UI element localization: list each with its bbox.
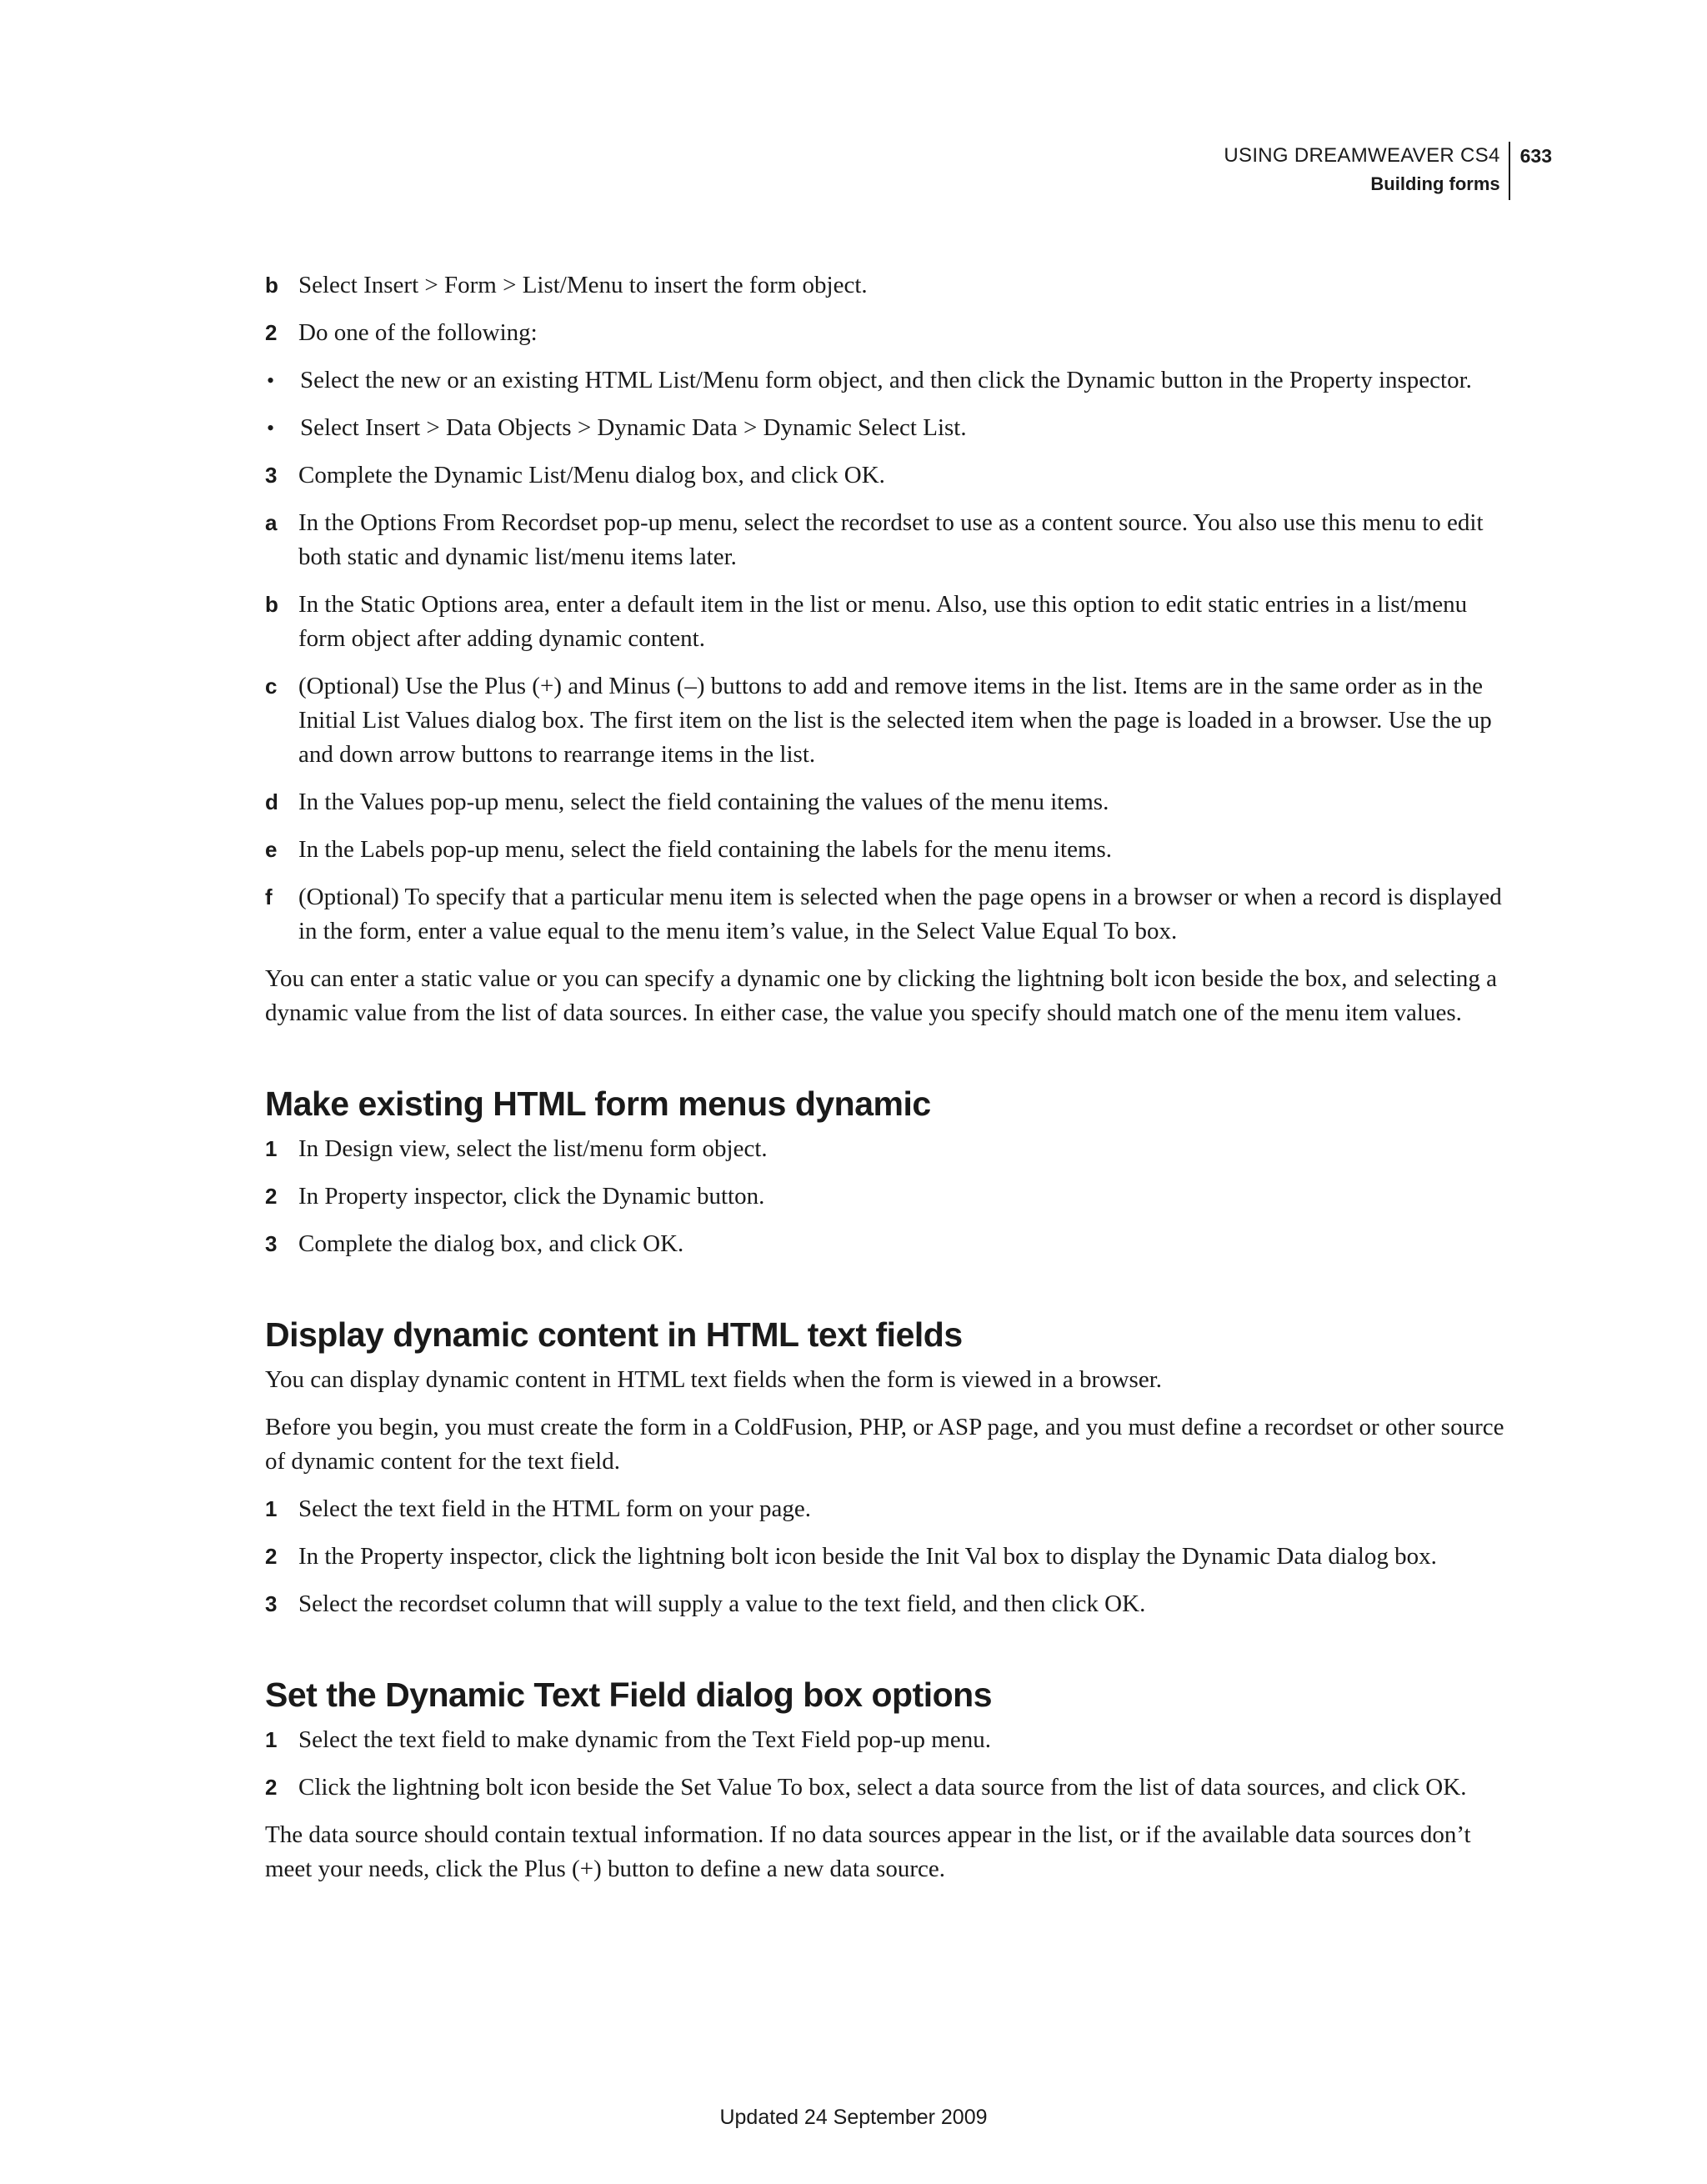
- list-item: [265, 1771, 1515, 1805]
- list-marker: 2: [265, 1184, 278, 1209]
- list-marker: b: [265, 592, 278, 617]
- list-item-text: In the Options From Recordset pop-up menu, select the recordset to use as a content source. You also use this menu to edit both static and dynamic list/menu items later.: [298, 509, 1484, 570]
- list-item: [265, 1492, 1515, 1526]
- running-head-titles: [1224, 142, 1509, 200]
- running-head: [1224, 142, 1552, 200]
- list-item: [265, 669, 1515, 772]
- body-paragraph: You can enter a static value or you can specify a dynamic one by clicking the lightning bolt icon beside the box, and selecting a dynamic value from the list of data sources. In either case, the value you specify should match one of the menu item values.: [265, 965, 1498, 1026]
- list-marker: f: [265, 884, 273, 909]
- list-item: [265, 1540, 1515, 1574]
- body-paragraph: The data source should contain textual information. If no data sources appear in the list, or if the available data sources don’t meet your needs, click the Plus (+) button to define a new data source.: [265, 1821, 1471, 1882]
- section-heading: Set the Dynamic Text Field dialog box options: [265, 1676, 993, 1714]
- body-paragraph: Before you begin, you must create the form in a ColdFusion, PHP, or ASP page, and you must define a recordset or other source of dynamic content for the text field.: [265, 1414, 1504, 1475]
- list-item: [265, 1587, 1515, 1621]
- list-item-text: Select the text field to make dynamic from the Text Field pop-up menu.: [298, 1726, 991, 1753]
- list-item-text: Select Insert > Form > List/Menu to insert the form object.: [298, 272, 868, 298]
- list-marker: 1: [265, 1496, 278, 1521]
- chapter-title: Building forms: [1370, 173, 1500, 194]
- list-item-text: In Property inspector, click the Dynamic button.: [298, 1183, 765, 1210]
- list-marker: 1: [265, 1727, 278, 1752]
- list-marker: b: [265, 273, 278, 298]
- section-heading: Display dynamic content in HTML text fields: [265, 1315, 963, 1354]
- list-marker: 3: [265, 1591, 278, 1616]
- list-item-text: Select the text field in the HTML form on your page.: [298, 1495, 812, 1522]
- list-item-text: Complete the dialog box, and click OK.: [298, 1230, 684, 1257]
- page-footer: Updated 24 September 2009: [719, 2106, 988, 2129]
- list-marker: 3: [265, 463, 278, 488]
- list-marker: 2: [265, 320, 278, 345]
- list-marker: c: [265, 674, 278, 699]
- bullet-marker: •: [267, 416, 275, 440]
- list-marker: 1: [265, 1136, 278, 1161]
- bullet-marker: •: [267, 368, 275, 393]
- list-marker: 2: [265, 1775, 278, 1800]
- bullet-item: [265, 363, 1515, 398]
- list-item-text: (Optional) To specify that a particular menu item is selected when the page opens in a browser or when a record is displayed in the form, enter a value equal to the menu item’s value, in the Select Value Equal To box.: [298, 884, 1502, 944]
- list-item: [265, 880, 1515, 949]
- list-item: [265, 458, 1515, 493]
- list-item-text: In the Values pop-up menu, select the field containing the values of the menu items.: [298, 789, 1109, 815]
- list-item: [265, 268, 1515, 303]
- bullet-item: [265, 411, 1515, 445]
- list-marker: 3: [265, 1231, 278, 1256]
- list-item-text: In the Static Options area, enter a default item in the list or menu. Also, use this option to edit static entries in a list/menu form object after adding dynamic content.: [298, 591, 1468, 652]
- list-marker: d: [265, 789, 278, 814]
- book-title: USING DREAMWEAVER CS4: [1224, 144, 1500, 167]
- list-marker: e: [265, 837, 278, 862]
- body-paragraph: You can display dynamic content in HTML text fields when the form is viewed in a browser.: [265, 1366, 1163, 1393]
- list-item: [265, 506, 1515, 574]
- list-item-text: Do one of the following:: [298, 319, 538, 346]
- list-marker: a: [265, 510, 278, 535]
- section-heading: Make existing HTML form menus dynamic: [265, 1084, 931, 1123]
- page-content: [265, 268, 1515, 1900]
- list-item: [265, 1227, 1515, 1261]
- list-item-text: (Optional) Use the Plus (+) and Minus (–) buttons to add and remove items in the list. Items are in the same order as in the Initial List Values dialog box. The first item on the list is the selected item when the page is loaded in a browser. Use the up and down arrow buttons to rearrange items in the list.: [298, 673, 1492, 768]
- page-number: 633: [1519, 145, 1552, 167]
- list-item: [265, 316, 1515, 350]
- list-item-text: Complete the Dynamic List/Menu dialog box, and click OK.: [298, 462, 885, 488]
- list-item-text: Select Insert > Data Objects > Dynamic Data > Dynamic Select List.: [300, 414, 967, 441]
- list-item-text: Click the lightning bolt icon beside the Set Value To box, select a data source from the list of data sources, and click OK.: [298, 1774, 1467, 1801]
- list-marker: 2: [265, 1544, 278, 1569]
- list-item-text: In the Labels pop-up menu, select the field containing the labels for the menu items.: [298, 836, 1113, 863]
- list-item: [265, 785, 1515, 819]
- list-item: [265, 1723, 1515, 1757]
- list-item: [265, 833, 1515, 867]
- list-item: [265, 1132, 1515, 1166]
- list-item-text: Select the new or an existing HTML List/Menu form object, and then click the Dynamic button in the Property inspector.: [300, 367, 1472, 393]
- list-item: [265, 1180, 1515, 1214]
- list-item-text: In Design view, select the list/menu form object.: [298, 1135, 768, 1162]
- list-item-text: In the Property inspector, click the lightning bolt icon beside the Init Val box to display the Dynamic Data dialog box.: [298, 1543, 1437, 1570]
- list-item: [265, 588, 1515, 656]
- list-item-text: Select the recordset column that will supply a value to the text field, and then click OK.: [298, 1590, 1146, 1617]
